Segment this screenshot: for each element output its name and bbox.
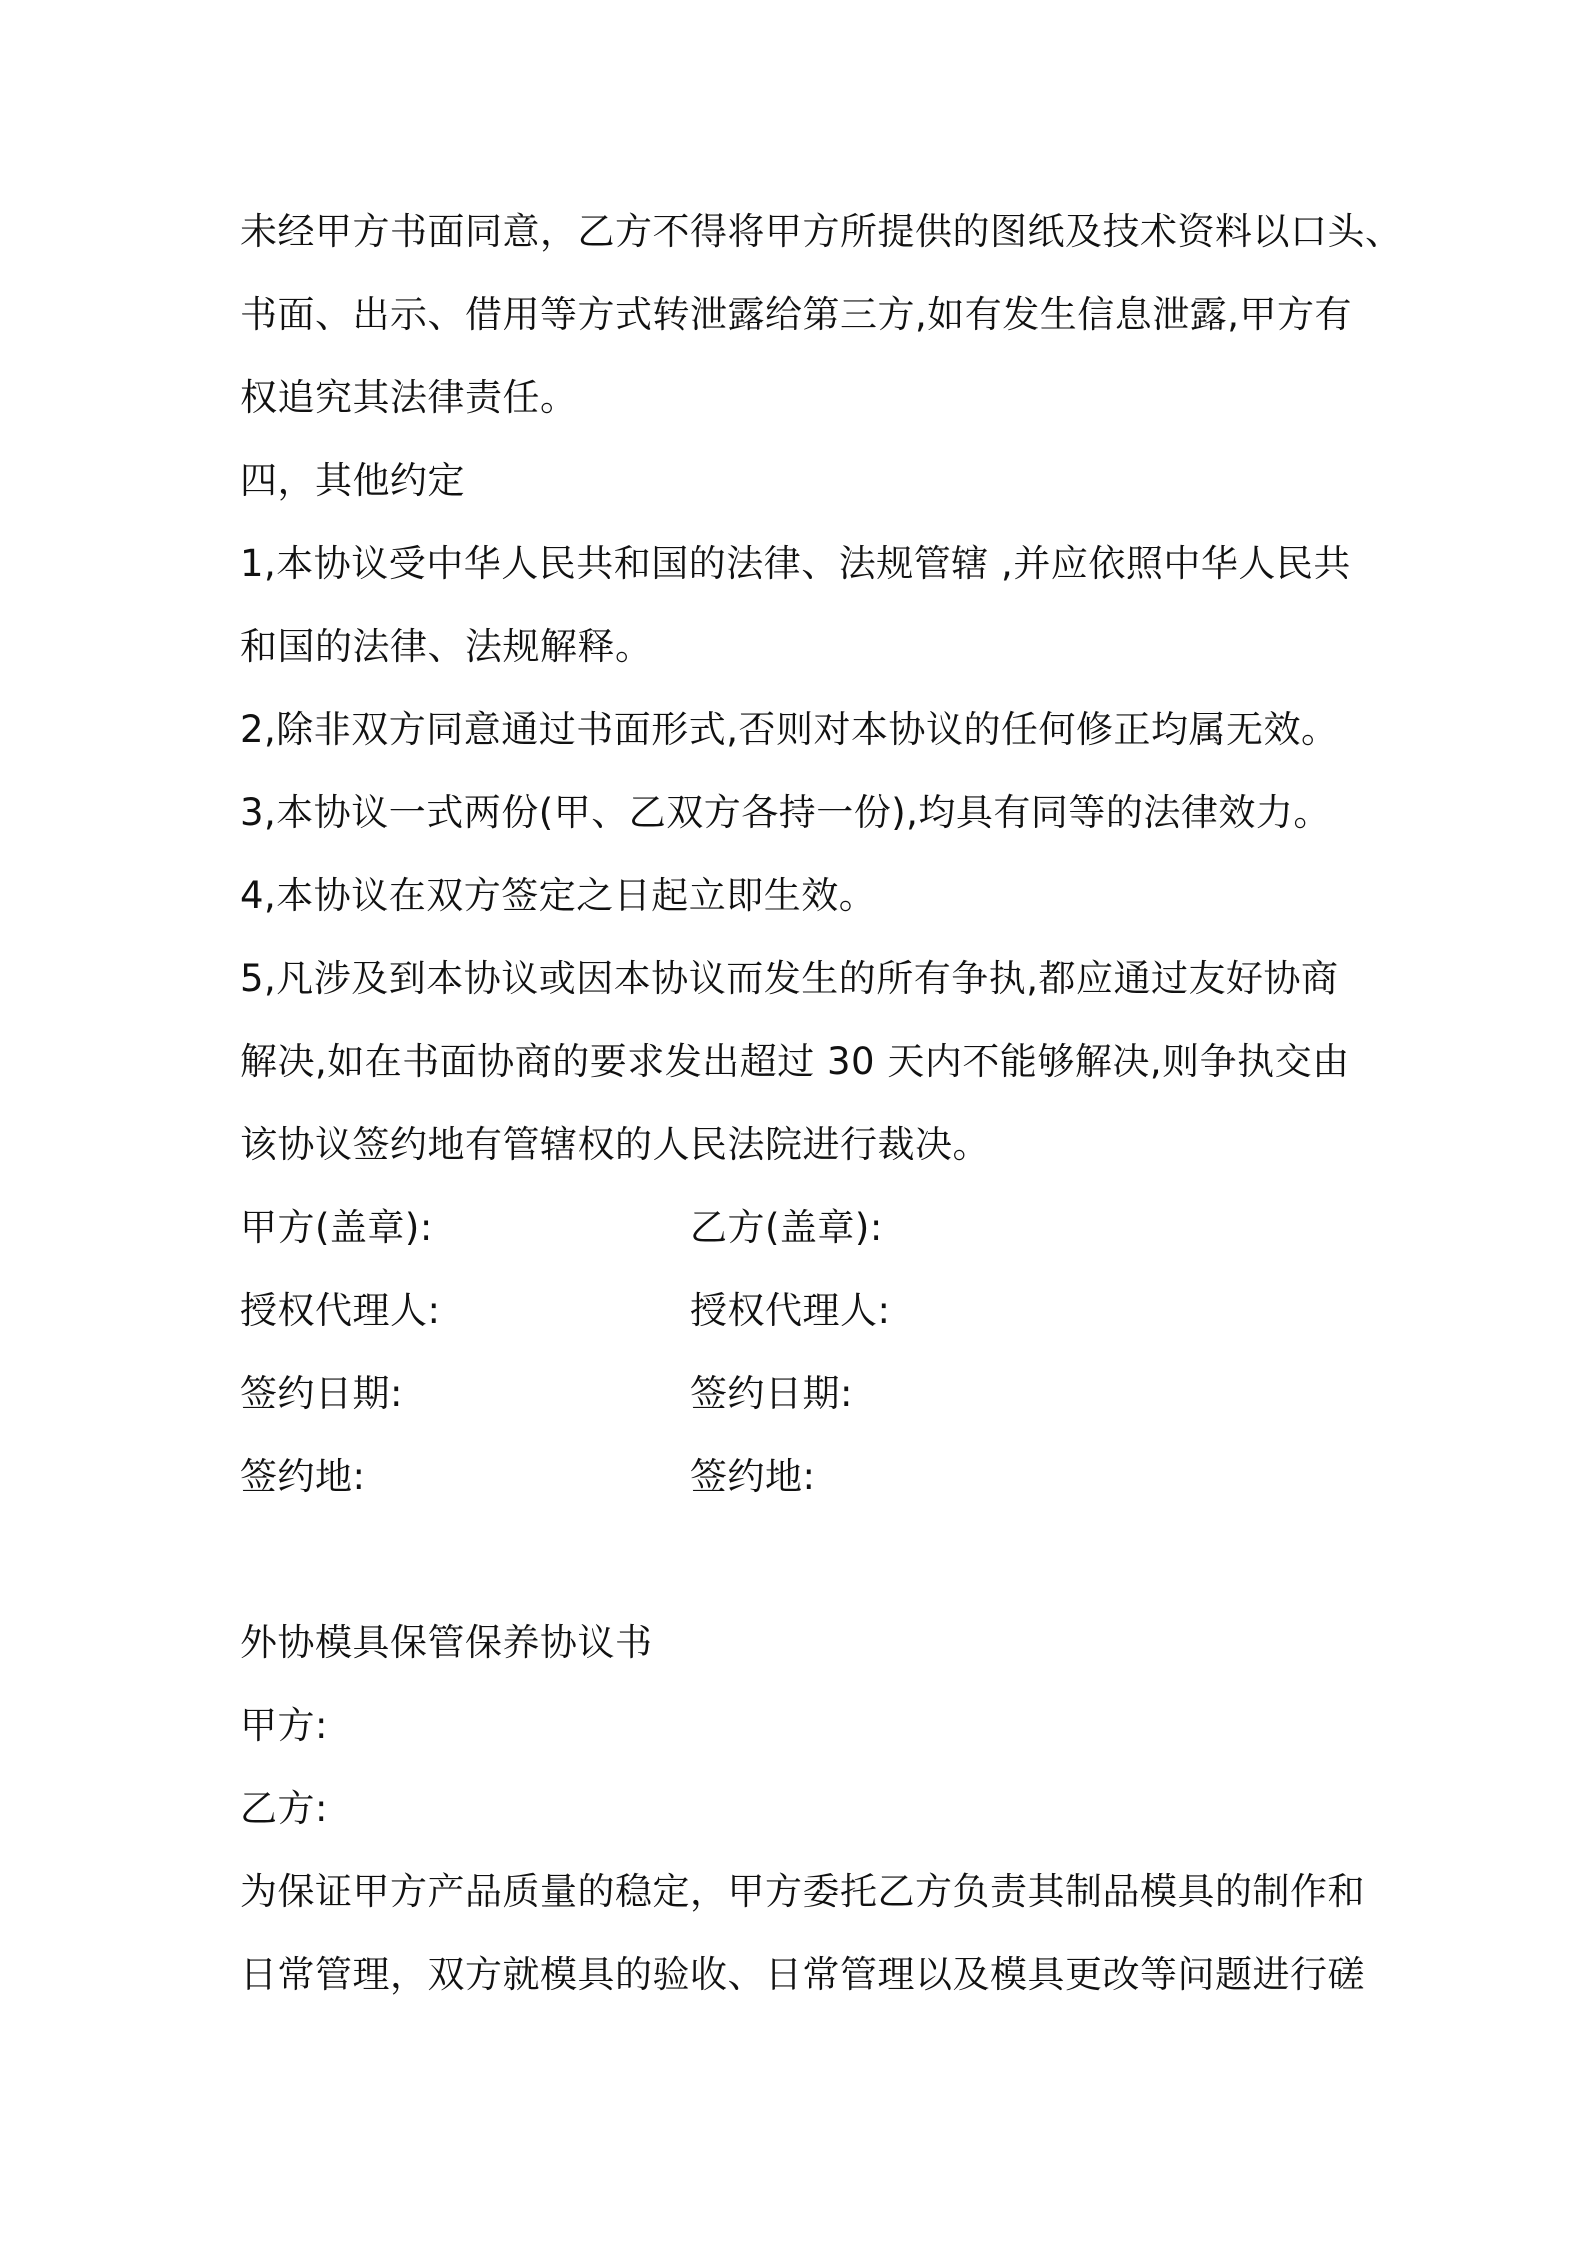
party-a-date-label: 签约日期: [240, 1372, 403, 1415]
clause-5-line-2: 解决,如在书面协商的要求发出超过 30 天内不能够解决,则争执交由 [240, 1040, 1350, 1083]
clause-5-line-1: 5,凡涉及到本协议或因本协议而发生的所有争执,都应通过友好协商 [240, 957, 1339, 1000]
second-agreement-title: 外协模具保管保养协议书 [240, 1621, 653, 1664]
clause-1-line-1: 1,本协议受中华人民共和国的法律、法规管辖 ,并应依照中华人民共 [240, 542, 1351, 585]
clause-1-line-2: 和国的法律、法规解释。 [240, 625, 653, 668]
confidentiality-line-1: 未经甲方书面同意，乙方不得将甲方所提供的图纸及技术资料以口头、 [240, 210, 1403, 253]
party-b-date-label: 签约日期: [690, 1372, 853, 1415]
confidentiality-line-2: 书面、出示、借用等方式转泄露给第三方,如有发生信息泄露,甲方有 [240, 293, 1353, 336]
party-b-agent-label: 授权代理人: [690, 1289, 891, 1332]
party-a-agent-label: 授权代理人: [240, 1289, 441, 1332]
section-four-heading: 四，其他约定 [240, 459, 465, 502]
confidentiality-line-3: 权追究其法律责任。 [240, 376, 578, 419]
party-a-seal-label: 甲方(盖章): [240, 1206, 433, 1249]
clause-3: 3,本协议一式两份(甲、乙双方各持一份),均具有同等的法律效力。 [240, 791, 1331, 834]
clause-5-line-3: 该协议签约地有管辖权的人民法院进行裁决。 [240, 1123, 990, 1166]
second-agreement-intro-line-2: 日常管理，双方就模具的验收、日常管理以及模具更改等问题进行磋 [240, 1953, 1365, 1996]
party-b-place-label: 签约地: [690, 1455, 816, 1498]
party-a-place-label: 签约地: [240, 1455, 366, 1498]
clause-4: 4,本协议在双方签定之日起立即生效。 [240, 874, 877, 917]
clause-2: 2,除非双方同意通过书面形式,否则对本协议的任何修正均属无效。 [240, 708, 1339, 751]
party-b-seal-label: 乙方(盖章): [690, 1206, 883, 1249]
second-agreement-party-a: 甲方: [240, 1704, 328, 1747]
second-agreement-party-b: 乙方: [240, 1787, 328, 1830]
second-agreement-intro-line-1: 为保证甲方产品质量的稳定，甲方委托乙方负责其制品模具的制作和 [240, 1870, 1365, 1913]
